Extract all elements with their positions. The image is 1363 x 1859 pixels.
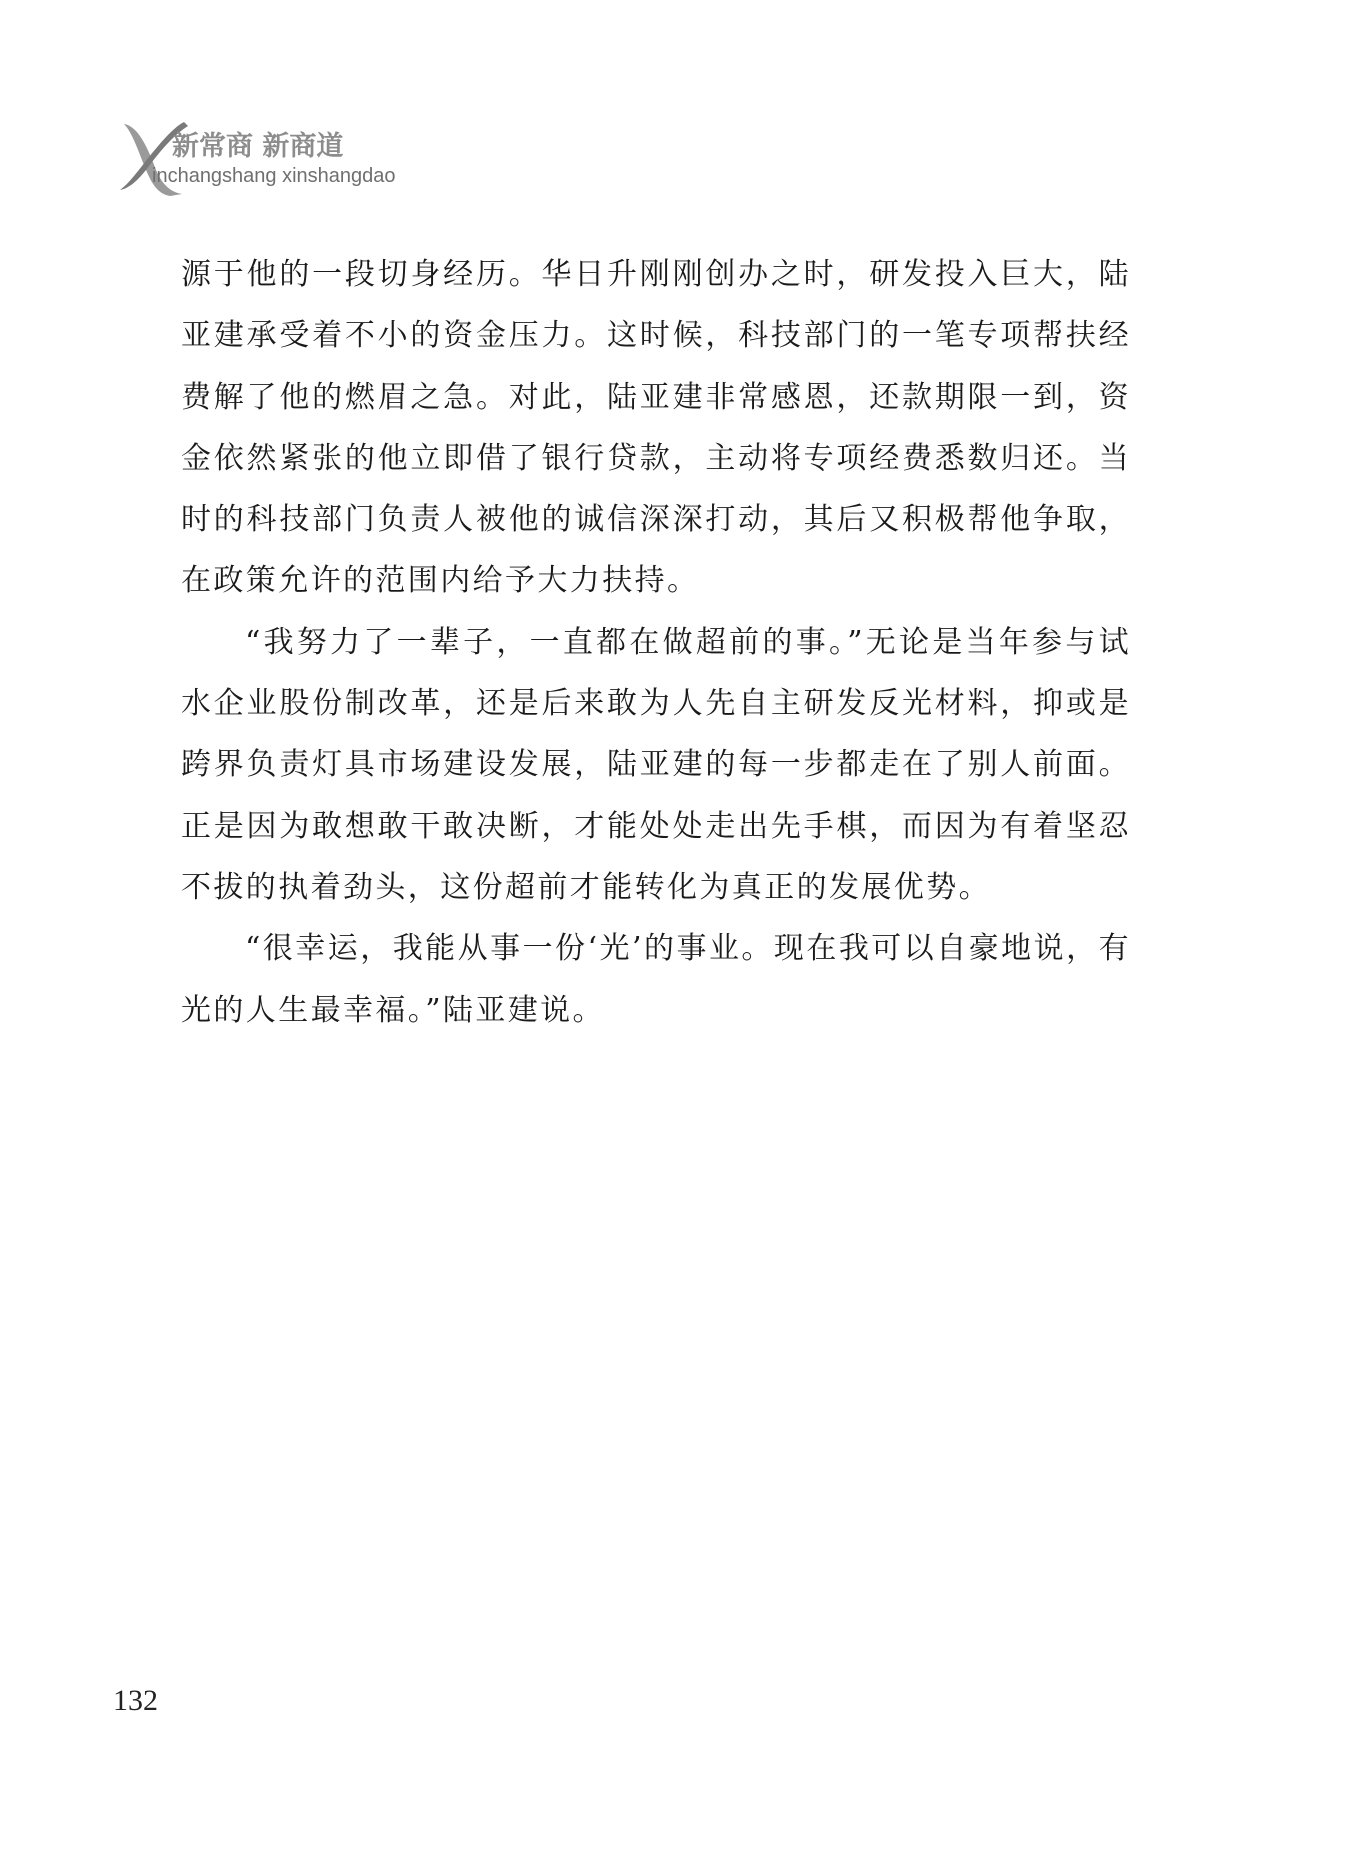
page-number: 132 xyxy=(113,1684,158,1717)
header-title-chinese: 新常商 新商道 xyxy=(172,131,344,162)
header-title-pinyin: inchangshang xinshangdao xyxy=(152,165,396,187)
paragraph: 源于他的一段切身经历。华日升刚刚创办之时，研发投入巨大，陆亚建承受着不小的资金压力。这时候，科技部门的一笔专项帮扶经费解了他的燃眉之急。对此，陆亚建非常感恩，还款期限一到，资金依然紧张的他立即借了银行贷款，主动将专项经费悉数归还。当时的科技部门负责人被他的诚信深深打动，其后又积极帮他争取，在政策允许的范围内给予大力扶持。 xyxy=(181,257,1131,599)
body-text xyxy=(181,244,1131,1041)
paragraph: “很幸运，我能从事一份‘光’的事业。现在我可以自豪地说，有光的人生最幸福。”陆亚建说。 xyxy=(181,931,1131,1028)
paragraph: “我努力了一辈子，一直都在做超前的事。”无论是当年参与试水企业股份制改革，还是后来敢为人先自主研发反光材料，抑或是跨界负责灯具市场建设发展，陆亚建的每一步都走在了别人前面。正是因为敢想敢干敢决断，才能处处走出先手棋，而因为有着坚忍不拔的执着劲头，这份超前才能转化为真正的发展优势。 xyxy=(181,624,1131,905)
running-header xyxy=(112,118,442,208)
